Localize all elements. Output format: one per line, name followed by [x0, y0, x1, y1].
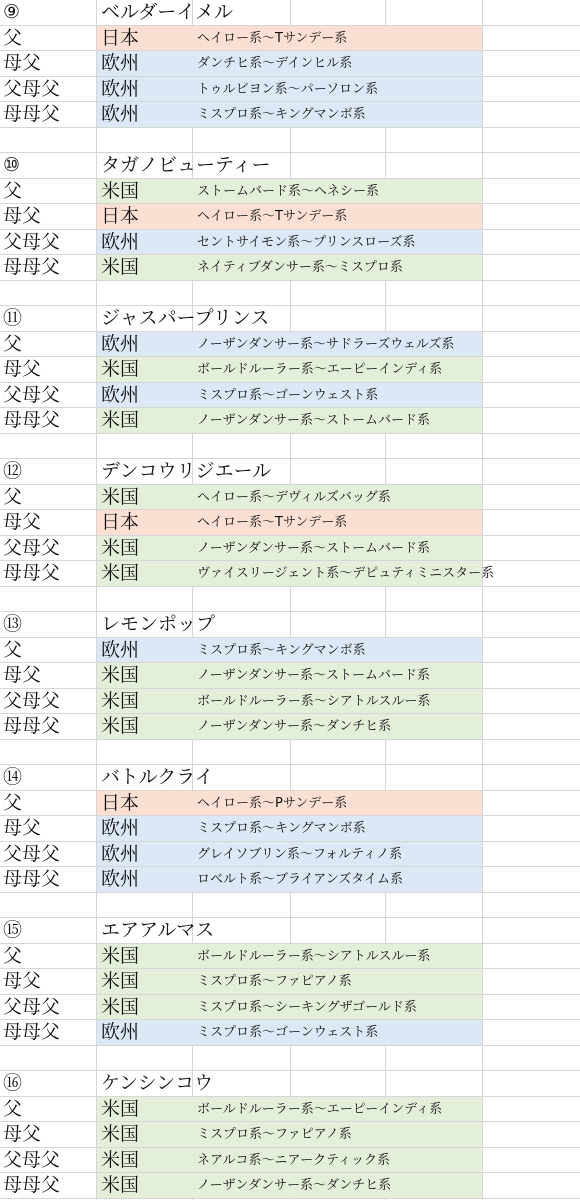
horse-name: エアアルマス — [101, 919, 215, 941]
spacer-row — [0, 281, 580, 307]
horse-number: ⑪ — [3, 307, 22, 329]
relation-label: 母母父 — [3, 562, 61, 584]
horse-name: ジャスパープリンス — [101, 307, 270, 329]
region-label: 米国 — [101, 409, 140, 431]
lineage-text: ミスプロ系～キングマンボ系 — [197, 821, 366, 836]
spacer-row — [0, 740, 580, 766]
region-label: 日本 — [101, 26, 140, 49]
relation-label: 父母父 — [3, 230, 61, 253]
pedigree-row — [0, 204, 580, 230]
region-label: 欧州 — [101, 103, 140, 125]
region-label: 欧州 — [101, 868, 140, 890]
lineage-text: ネイティブダンサー系～ミスプロ系 — [197, 260, 403, 275]
region-label: 日本 — [101, 511, 140, 533]
region-label: 米国 — [101, 664, 140, 686]
region-label: 欧州 — [101, 77, 140, 100]
relation-label: 父母父 — [3, 77, 61, 100]
lineage-text: ヴァイスリージェント系～デピュティミニスター系 — [197, 566, 495, 581]
pedigree-row — [0, 1148, 580, 1174]
pedigree-row — [0, 816, 580, 842]
relation-label: 母母父 — [3, 103, 61, 125]
pedigree-row — [0, 689, 580, 715]
region-label: 米国 — [101, 715, 140, 737]
horse-name: デンコウリジエール — [101, 460, 272, 482]
lineage-text: ミスプロ系～ゴーンウェスト系 — [197, 387, 379, 403]
lineage-text: ミスプロ系～キングマンボ系 — [197, 642, 366, 658]
pedigree-row — [0, 1020, 580, 1046]
pedigree-row — [0, 332, 580, 358]
lineage-text: ボールドルーラー系～エーピーインディ系 — [197, 1101, 443, 1117]
region-label: 米国 — [101, 1148, 140, 1171]
pedigree-row — [0, 1122, 580, 1148]
relation-label: 父 — [3, 638, 23, 661]
region-label: 日本 — [101, 205, 140, 227]
region-label: 欧州 — [101, 52, 140, 74]
lineage-text: セントサイモン系～プリンスローズ系 — [197, 234, 416, 250]
pedigree-row — [0, 714, 580, 740]
pedigree-row — [0, 867, 580, 893]
lineage-text: ボールドルーラー系～エーピーインディ系 — [197, 362, 443, 377]
pedigree-row — [0, 663, 580, 689]
pedigree-row — [0, 638, 580, 664]
relation-label: 父母父 — [3, 689, 61, 712]
region-label: 米国 — [101, 1123, 140, 1145]
lineage-text: ノーザンダンサー系～サドラーズウェルズ系 — [197, 336, 455, 352]
pedigree-row — [0, 485, 580, 511]
relation-label: 母母父 — [3, 1174, 61, 1196]
lineage-text: ノーザンダンサー系～ストームバード系 — [197, 668, 430, 683]
pedigree-row — [0, 561, 580, 587]
lineage-text: ミスプロ系～ファピアノ系 — [197, 974, 352, 989]
relation-label: 父 — [3, 944, 23, 967]
section-header-row — [0, 612, 580, 638]
pedigree-row — [0, 510, 580, 536]
spacer-row — [0, 434, 580, 460]
region-label: 欧州 — [101, 230, 140, 253]
lineage-text: ヘイロー系～Tサンデー系 — [197, 209, 348, 224]
lineage-text: ネアルコ系～ニアークティック系 — [197, 1152, 391, 1168]
region-label: 米国 — [101, 689, 140, 712]
lineage-text: ミスプロ系～ゴーンウェスト系 — [197, 1025, 379, 1040]
pedigree-row — [0, 408, 580, 434]
horse-name: タガノビューティー — [101, 154, 271, 176]
lineage-text: ボールドルーラー系～シアトルスルー系 — [197, 693, 431, 709]
lineage-text: ノーザンダンサー系～ストームバード系 — [197, 540, 430, 556]
lineage-text: ノーザンダンサー系～ダンチヒ系 — [197, 719, 392, 734]
lineage-text: ヘイロー系～デヴィルズバッグ系 — [197, 489, 391, 505]
horse-name: ベルダーイメル — [101, 1, 234, 23]
pedigree-row — [0, 944, 580, 970]
region-label: 欧州 — [101, 383, 140, 406]
pedigree-row — [0, 179, 580, 205]
pedigree-row — [0, 842, 580, 868]
pedigree-row — [0, 1173, 580, 1199]
relation-label: 父 — [3, 1097, 23, 1120]
spacer-row — [0, 893, 580, 919]
horse-name: バトルクライ — [101, 766, 214, 788]
relation-label: 母父 — [3, 52, 42, 74]
relation-label: 父 — [3, 26, 23, 49]
region-label: 欧州 — [101, 842, 140, 865]
lineage-text: グレイソブリン系～フォルティノ系 — [197, 846, 403, 862]
spacer-row — [0, 587, 580, 613]
lineage-text: ストームバード系～ヘネシー系 — [197, 183, 380, 199]
lineage-text: ヘイロー系～Tサンデー系 — [197, 30, 348, 46]
horse-name: ケンシンコウ — [101, 1072, 214, 1094]
relation-label: 母父 — [3, 205, 42, 227]
relation-label: 父 — [3, 332, 23, 355]
relation-label: 父母父 — [3, 1148, 61, 1171]
section-header-row — [0, 918, 580, 944]
horse-number: ⑮ — [3, 919, 22, 941]
relation-label: 母父 — [3, 358, 42, 380]
region-label: 日本 — [101, 791, 140, 814]
section-header-row — [0, 459, 580, 485]
pedigree-row — [0, 995, 580, 1021]
region-label: 米国 — [101, 970, 140, 992]
relation-label: 母父 — [3, 664, 42, 686]
pedigree-row — [0, 357, 580, 383]
section-header-row — [0, 1071, 580, 1097]
section-header-row — [0, 0, 580, 26]
region-label: 米国 — [101, 995, 140, 1018]
relation-label: 父 — [3, 485, 23, 508]
relation-label: 母父 — [3, 511, 42, 533]
region-label: 米国 — [101, 562, 140, 584]
region-label: 米国 — [101, 944, 140, 967]
region-label: 米国 — [101, 256, 140, 278]
relation-label: 母母父 — [3, 409, 61, 431]
relation-label: 父母父 — [3, 842, 61, 865]
lineage-text: ロベルト系～ブライアンズタイム系 — [197, 872, 404, 887]
lineage-text: ミスプロ系～シーキングザゴールド系 — [197, 999, 417, 1015]
relation-label: 父母父 — [3, 995, 61, 1018]
section-header-row — [0, 306, 580, 332]
lineage-text: ヘイロー系～Pサンデー系 — [197, 795, 348, 811]
lineage-text: ボールドルーラー系～シアトルスルー系 — [197, 948, 431, 964]
relation-label: 母父 — [3, 970, 42, 992]
region-label: 米国 — [101, 1174, 140, 1196]
relation-label: 父 — [3, 179, 23, 202]
pedigree-row — [0, 102, 580, 128]
lineage-text: トゥルビヨン系～パーソロン系 — [197, 81, 379, 97]
pedigree-row — [0, 230, 580, 256]
region-label: 欧州 — [101, 332, 140, 355]
region-label: 欧州 — [101, 817, 140, 839]
region-label: 米国 — [101, 358, 140, 380]
pedigree-row — [0, 383, 580, 409]
horse-number: ⑫ — [3, 460, 22, 482]
pedigree-row — [0, 255, 580, 281]
relation-label: 父母父 — [3, 383, 61, 406]
section-header-row — [0, 153, 580, 179]
region-label: 欧州 — [101, 638, 140, 661]
horse-number: ⑭ — [3, 766, 22, 788]
horse-name: レモンポップ — [101, 613, 216, 635]
relation-label: 母父 — [3, 1123, 42, 1145]
region-label: 米国 — [101, 536, 140, 559]
pedigree-row — [0, 51, 580, 77]
pedigree-row — [0, 969, 580, 995]
region-label: 欧州 — [101, 1021, 140, 1043]
pedigree-row — [0, 26, 580, 52]
relation-label: 母母父 — [3, 868, 61, 890]
pedigree-row — [0, 77, 580, 103]
pedigree-row — [0, 1097, 580, 1123]
lineage-text: ヘイロー系～Tサンデー系 — [197, 515, 348, 530]
spacer-row — [0, 1046, 580, 1072]
region-label: 米国 — [101, 485, 140, 508]
relation-label: 父 — [3, 791, 23, 814]
horse-number: ⑩ — [3, 154, 20, 176]
spacer-row — [0, 128, 580, 154]
lineage-text: ノーザンダンサー系～ストームバード系 — [197, 413, 430, 428]
lineage-text: ダンチヒ系～デインヒル系 — [197, 56, 353, 71]
relation-label: 母父 — [3, 817, 42, 839]
relation-label: 母母父 — [3, 715, 61, 737]
lineage-text: ミスプロ系～キングマンボ系 — [197, 107, 366, 122]
section-header-row — [0, 765, 580, 791]
lineage-text: ノーザンダンサー系～ダンチヒ系 — [197, 1178, 392, 1193]
pedigree-row — [0, 536, 580, 562]
pedigree-row — [0, 791, 580, 817]
relation-label: 母母父 — [3, 256, 61, 278]
relation-label: 母母父 — [3, 1021, 61, 1043]
horse-number: ⑬ — [3, 613, 22, 635]
region-label: 米国 — [101, 179, 140, 202]
relation-label: 父母父 — [3, 536, 61, 559]
horse-number: ⑯ — [3, 1072, 22, 1094]
region-label: 米国 — [101, 1097, 140, 1120]
lineage-text: ミスプロ系～ファピアノ系 — [197, 1127, 352, 1142]
horse-number: ⑨ — [3, 1, 20, 23]
